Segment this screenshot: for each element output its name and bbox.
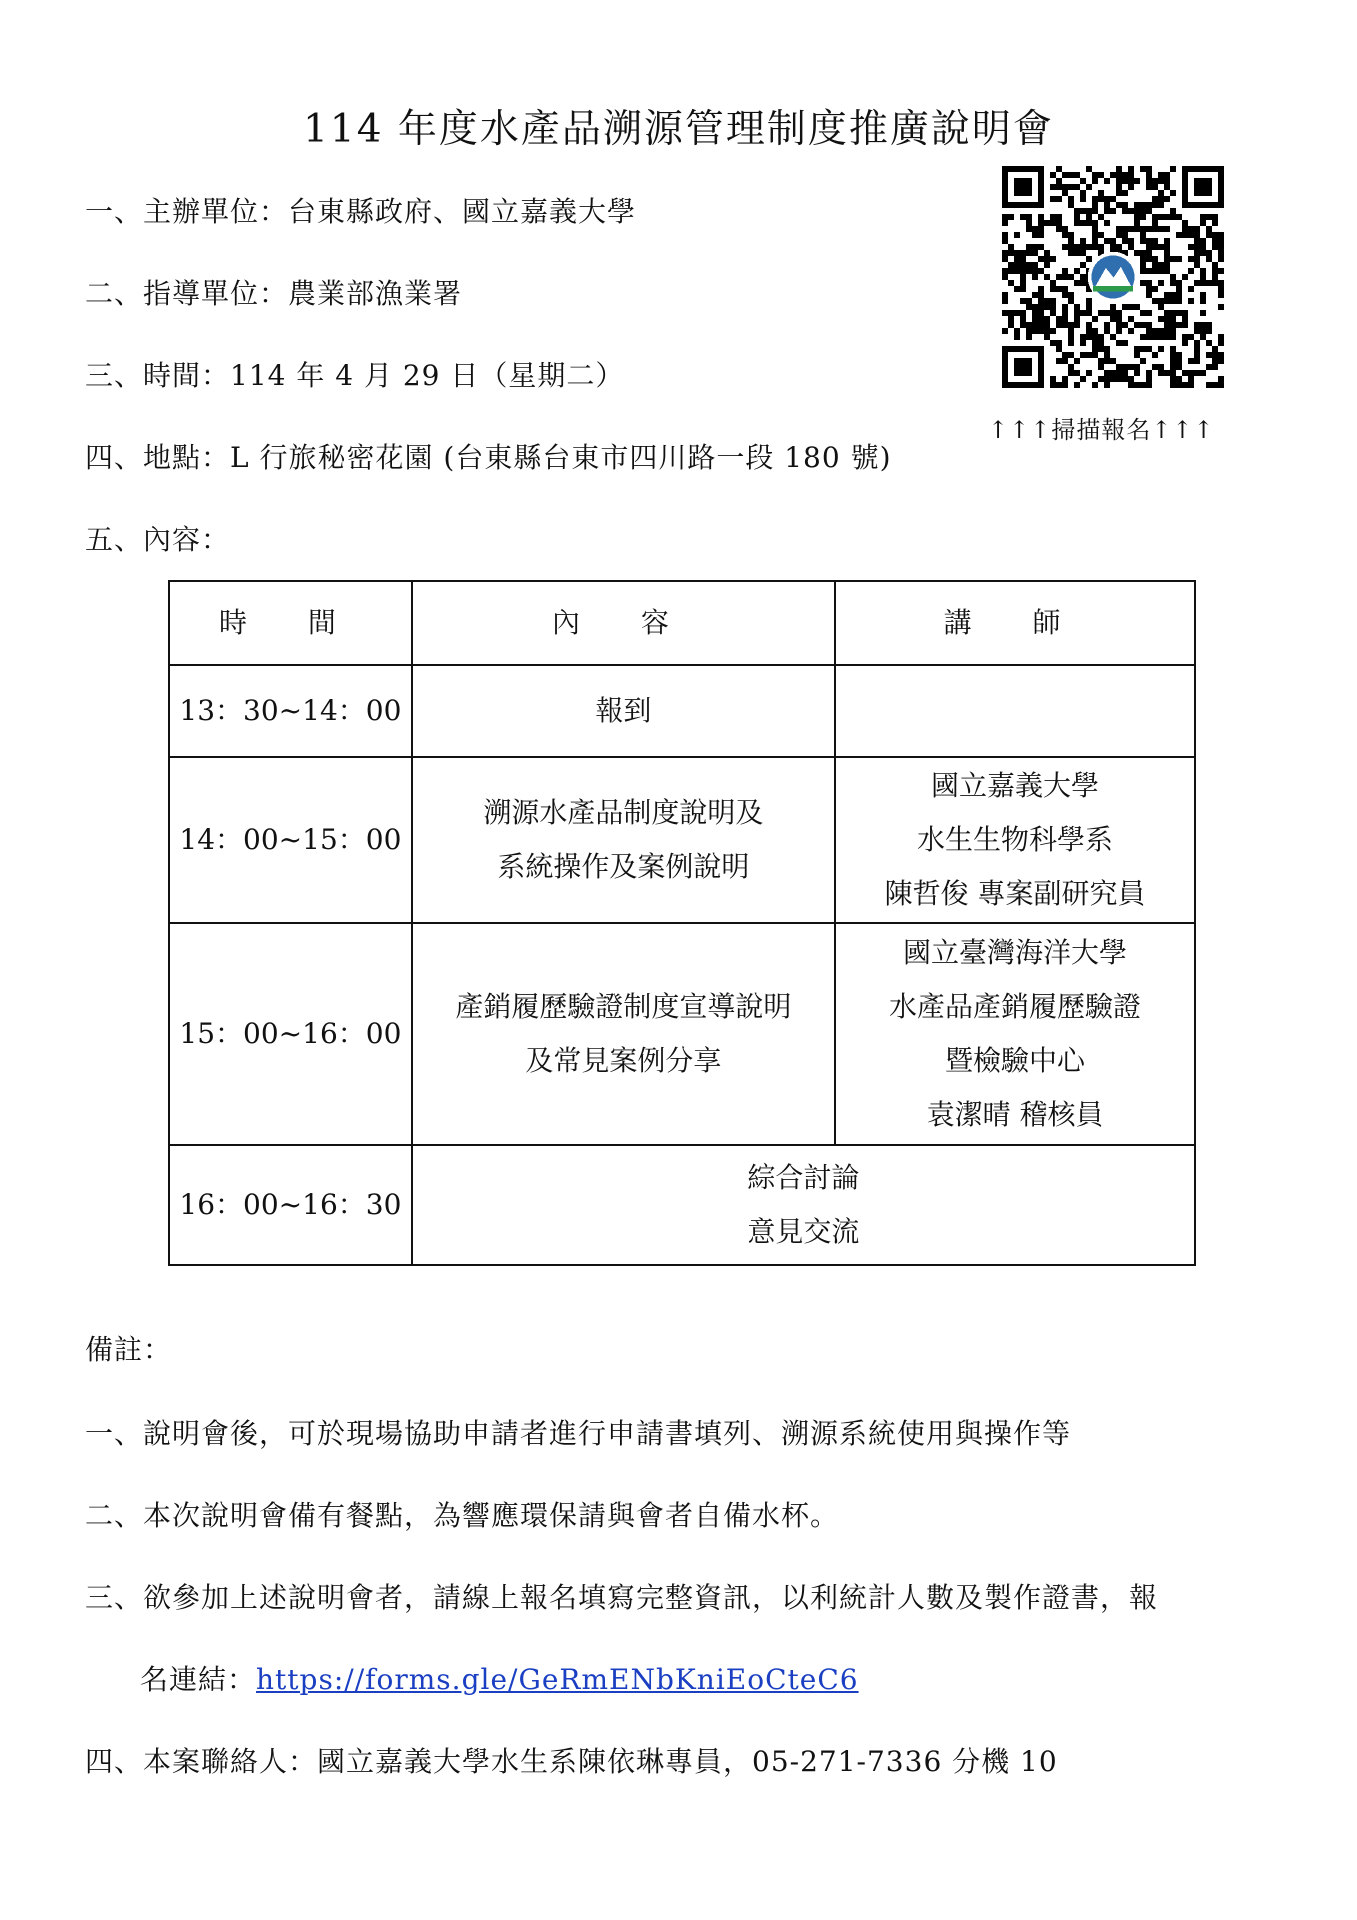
speaker-line: 袁潔晴 稽核員 bbox=[926, 1098, 1104, 1131]
row-time: 15：00~16：00 bbox=[169, 923, 412, 1145]
location-line: 四、地點：L 行旅秘密花園 (台東縣台東市四川路一段 180 號) bbox=[85, 441, 892, 474]
speaker-line: 水產品產銷履歷驗證 bbox=[889, 990, 1142, 1023]
row-content bbox=[412, 757, 835, 923]
row-time: 13：30~14：00 bbox=[169, 665, 412, 757]
speaker-line: 陳哲俊 專案副研究員 bbox=[884, 877, 1146, 910]
speaker-line: 國立臺灣海洋大學 bbox=[903, 936, 1128, 969]
header-content: 內 容 bbox=[412, 581, 835, 665]
content-line: 意見交流 bbox=[747, 1215, 860, 1248]
page-title: 114 年度水產品溯源管理制度推廣說明會 bbox=[303, 107, 1054, 152]
note-3-continued bbox=[140, 1658, 859, 1698]
table-row bbox=[169, 757, 1195, 923]
content-heading: 五、內容： bbox=[85, 523, 231, 556]
note-2: 二、本次說明會備有餐點，為響應環保請與會者自備水杯。 bbox=[85, 1499, 840, 1532]
row-content bbox=[412, 665, 835, 757]
row-content bbox=[412, 1145, 1195, 1265]
guidance-line: 二、指導單位：農業部漁業署 bbox=[85, 277, 463, 310]
note-1: 一、說明會後，可於現場協助申請者進行申請書填列、溯源系統使用與操作等 bbox=[85, 1417, 1072, 1450]
table-header-row bbox=[169, 581, 1195, 665]
note-3: 三、欲參加上述說明會者，請線上報名填寫完整資訊，以利統計人數及製作證書，報 bbox=[85, 1581, 1159, 1614]
content-line: 系統操作及案例說明 bbox=[497, 850, 750, 883]
content-line: 報到 bbox=[595, 694, 652, 727]
time-line: 三、時間：114 年 4 月 29 日（星期二） bbox=[85, 359, 625, 392]
note-4: 四、本案聯絡人：國立嘉義大學水生系陳依琳專員，05-271-7336 分機 10 bbox=[85, 1745, 1058, 1778]
row-speaker bbox=[835, 923, 1195, 1145]
row-time: 16：00~16：30 bbox=[169, 1145, 412, 1265]
registration-link-label: 名連結： bbox=[140, 1663, 257, 1696]
content-line: 綜合討論 bbox=[747, 1161, 860, 1194]
header-speaker: 講 師 bbox=[835, 581, 1195, 665]
row-content bbox=[412, 923, 835, 1145]
header-time: 時 間 bbox=[169, 581, 412, 665]
table-row bbox=[169, 1145, 1195, 1265]
content-line: 溯源水產品制度說明及 bbox=[483, 796, 764, 829]
notes-heading: 備註： bbox=[85, 1333, 173, 1366]
row-speaker bbox=[835, 665, 1195, 757]
speaker-line: 暨檢驗中心 bbox=[945, 1044, 1086, 1077]
organizer-line: 一、主辦單位：台東縣政府、國立嘉義大學 bbox=[85, 195, 637, 228]
registration-link[interactable]: https://forms.gle/GeRmENbKniEoCteC6 bbox=[256, 1663, 859, 1696]
qr-scan-caption: ↑↑↑掃描報名↑↑↑ bbox=[988, 416, 1215, 444]
schedule-table bbox=[168, 580, 1196, 1266]
table-row bbox=[169, 665, 1195, 757]
content-line: 產銷履歷驗證制度宣導說明 bbox=[455, 990, 792, 1023]
speaker-line: 水生生物科學系 bbox=[917, 823, 1114, 856]
qr-code-icon[interactable] bbox=[1002, 166, 1224, 388]
speaker-line: 國立嘉義大學 bbox=[931, 769, 1100, 802]
content-line: 及常見案例分享 bbox=[525, 1044, 722, 1077]
row-time: 14：00~15：00 bbox=[169, 757, 412, 923]
row-speaker bbox=[835, 757, 1195, 923]
table-row bbox=[169, 923, 1195, 1145]
